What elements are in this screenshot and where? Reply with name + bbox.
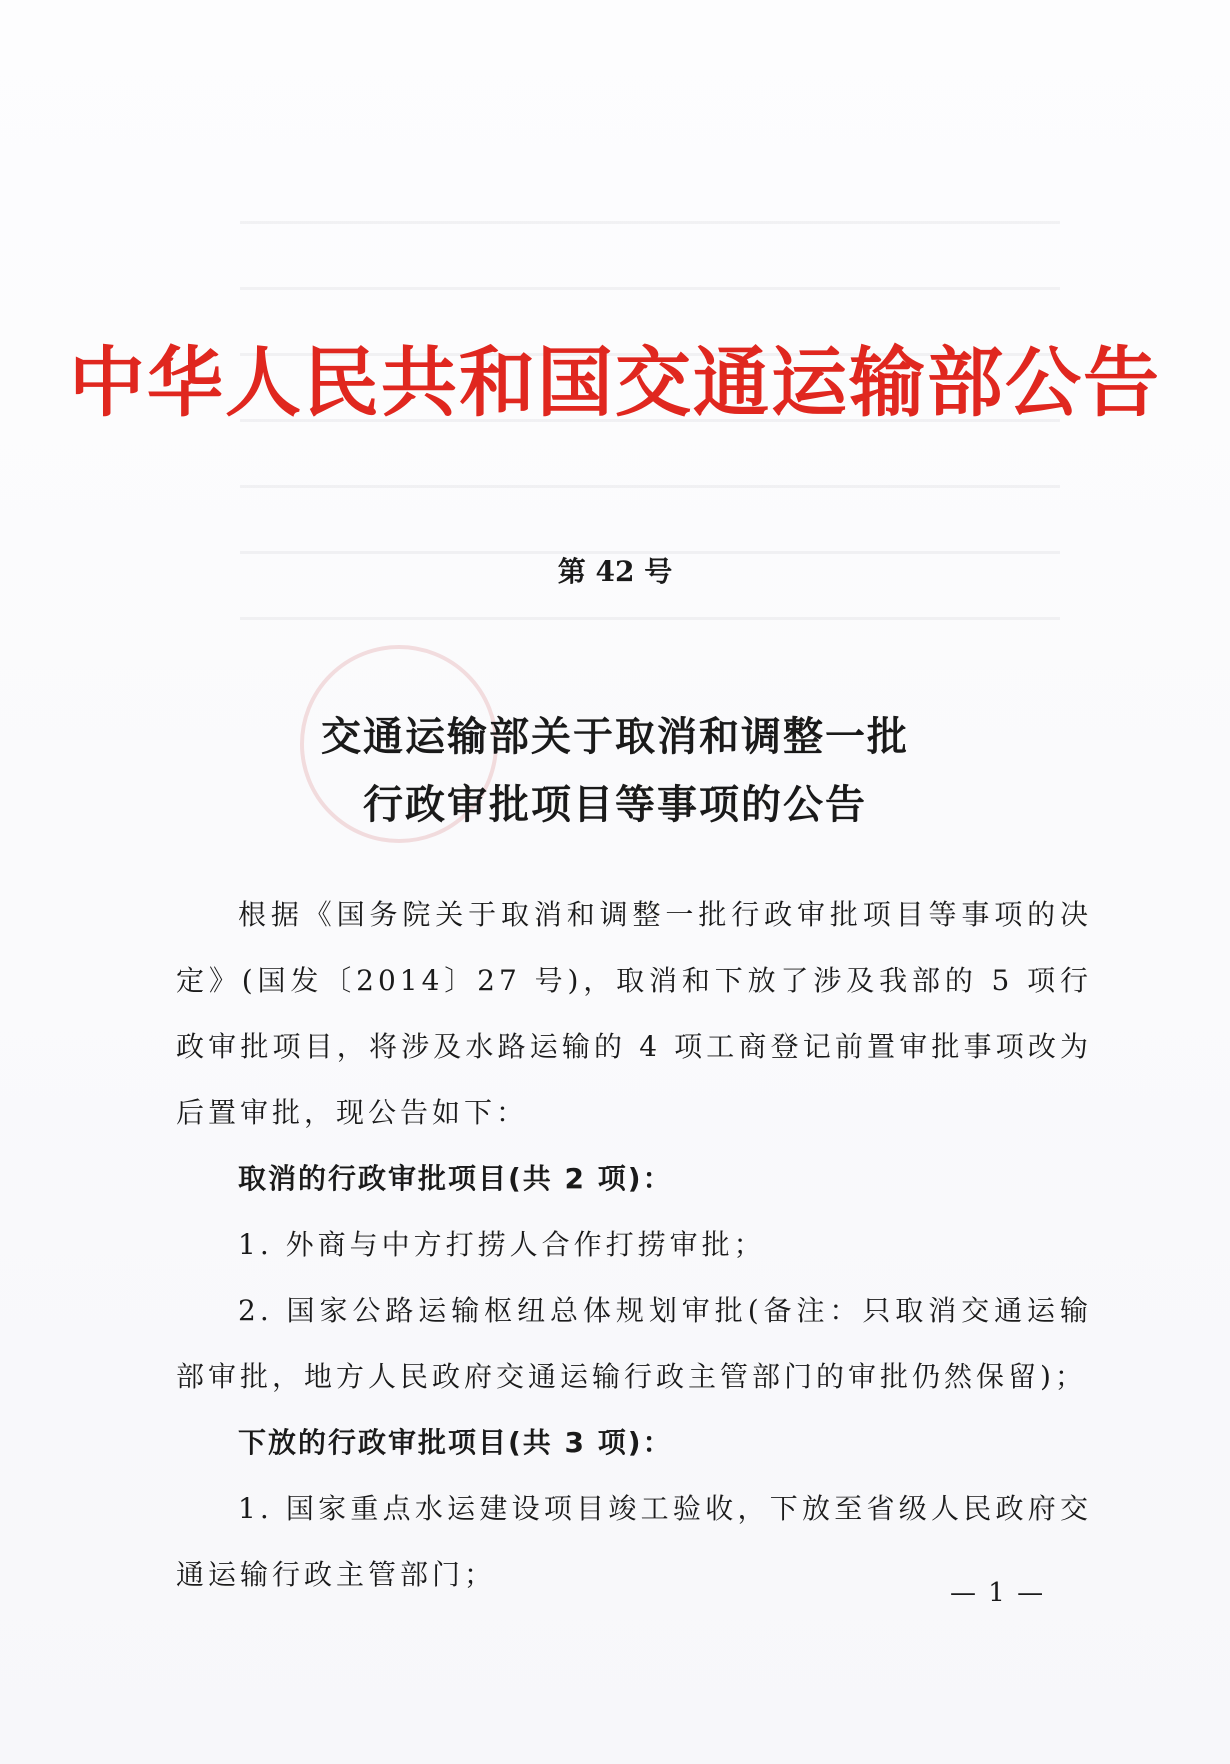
- letterhead-title: 中华人民共和国交通运输部公告: [69, 338, 1161, 427]
- document-number: 第 42 号: [557, 555, 673, 588]
- intro-paragraph: 根据《国务院关于取消和调整一批行政审批项目等事项的决定》(国发〔2014〕27 号)，取消和下放了涉及我部的 5 项行政审批项目，将涉及水路运输的 4 项工商登记前置审批事项改为后置审批，现公告如下：: [176, 898, 1092, 1129]
- cancelled-item-1: 1. 外商与中方打捞人合作打捞审批；: [238, 1228, 766, 1261]
- delegated-item-1: 1. 国家重点水运建设项目竣工验收，下放至省级人民政府交通运输行政主管部门；: [176, 1492, 1092, 1591]
- document-body: [176, 882, 1092, 1608]
- section-heading-cancelled: 取消的行政审批项目(共 2 项)：: [238, 1162, 673, 1195]
- page-number: — 1 —: [950, 1578, 1046, 1608]
- announcement-title-line-2: 行政审批项目等事项的公告: [363, 782, 867, 828]
- section-heading-delegated: 下放的行政审批项目(共 3 项)：: [238, 1426, 673, 1459]
- cancelled-item-2: 2. 国家公路运输枢纽总体规划审批(备注：只取消交通运输部审批，地方人民政府交通运输行政主管部门的审批仍然保留)；: [176, 1294, 1092, 1393]
- announcement-title-line-1: 交通运输部关于取消和调整一批: [321, 714, 909, 760]
